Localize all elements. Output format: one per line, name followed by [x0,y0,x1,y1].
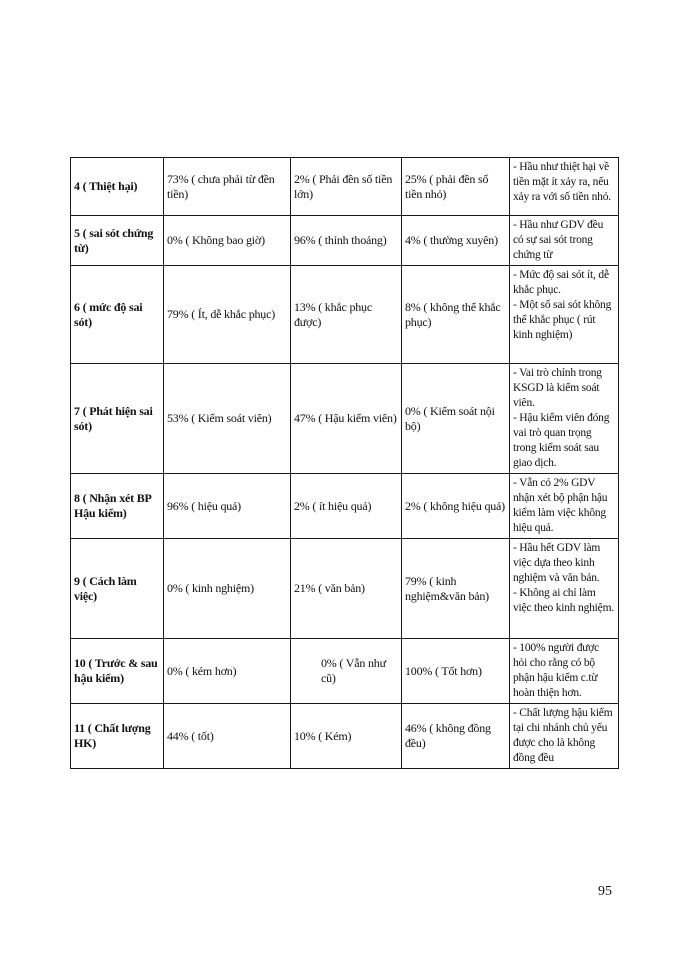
note-text: - Mức độ sai sót ít, dễ khắc phục. [513,269,609,296]
notes-cell [510,539,619,639]
option-b-cell: 47% ( Hậu kiểm viên) [291,364,402,474]
option-b-cell: 2% ( ít hiệu quả) [291,474,402,539]
table-row [71,266,619,364]
table-row [71,639,619,704]
survey-results-table [70,157,619,769]
option-a-cell: 73% ( chưa phải từ đền tiền) [164,158,291,216]
notes-cell [510,216,619,266]
option-b-cell: 0% ( Vẫn như cũ) [291,639,402,704]
notes-cell [510,639,619,704]
note-text: - Chất lượng hậu kiểm tại chi nhánh chủ yếu được cho là không đồng đều [513,707,613,764]
note-text: - Hầu như GDV đều có sự sai sót trong chứng từ [513,219,604,261]
option-c-cell: 25% ( phải đền số tiền nhỏ) [402,158,510,216]
table-row [71,364,619,474]
option-c-cell: 46% ( không đồng đều) [402,704,510,769]
note-text: - Hầu hết GDV làm việc dựa theo kinh nghiệm và văn bản. [513,542,601,584]
criterion-cell: 6 ( mức độ sai sót) [71,266,164,364]
note-text: - Hậu kiểm viên đóng vai trò quan trọng trong kiểm soát sau giao dịch. [513,412,610,469]
table-row [71,216,619,266]
table-row [71,704,619,769]
option-c-cell: 79% ( kinh nghiệm&văn bản) [402,539,510,639]
option-b-cell: 10% ( Kém) [291,704,402,769]
option-c-cell: 4% ( thường xuyên) [402,216,510,266]
criterion-cell: 10 ( Trước & sau hậu kiểm) [71,639,164,704]
option-b-cell: 13% ( khắc phục được) [291,266,402,364]
criterion-cell: 4 ( Thiệt hại) [71,158,164,216]
notes-cell [510,704,619,769]
option-a-cell: 53% ( Kiểm soát viên) [164,364,291,474]
option-a-cell: 0% ( kém hơn) [164,639,291,704]
option-a-cell: 79% ( Ít, dễ khắc phục) [164,266,291,364]
notes-cell [510,158,619,216]
table-row [71,539,619,639]
option-a-cell: 44% ( tốt) [164,704,291,769]
option-c-cell: 8% ( không thể khắc phục) [402,266,510,364]
option-c-cell: 2% ( không hiệu quả) [402,474,510,539]
note-text: - Hầu như thiệt hại về tiền mặt ít xảy ra, nếu xảy ra với số tiền nhỏ. [513,161,611,203]
criterion-cell: 8 ( Nhận xét BP Hậu kiểm) [71,474,164,539]
option-a-cell: 0% ( Không bao giờ) [164,216,291,266]
criterion-cell: 11 ( Chất lượng HK) [71,704,164,769]
option-b-cell: 21% ( văn bản) [291,539,402,639]
option-b-cell: 2% ( Phải đền số tiền lớn) [291,158,402,216]
option-b-cell: 96% ( thỉnh thoảng) [291,216,402,266]
option-a-cell: 0% ( kinh nghiệm) [164,539,291,639]
notes-cell [510,364,619,474]
criterion-cell: 7 ( Phát hiện sai sót) [71,364,164,474]
option-c-cell: 0% ( Kiểm soát nội bộ) [402,364,510,474]
page-number: 95 [598,884,612,899]
note-text: - Không ai chỉ làm việc theo kinh nghiệm. [513,587,614,614]
notes-cell [510,266,619,364]
criterion-cell: 9 ( Cách làm việc) [71,539,164,639]
note-text: - Vẫn có 2% GDV nhận xét bộ phận hậu kiểm làm việc không hiệu quả. [513,477,608,534]
table-row [71,474,619,539]
note-text: - Vai trò chính trong KSGD là kiểm soát viên. [513,367,602,409]
option-a-cell: 96% ( hiệu quả) [164,474,291,539]
notes-cell [510,474,619,539]
note-text: - 100% người được hỏi cho rằng có bộ phận hậu kiểm c.từ hoàn thiện hơn. [513,642,600,699]
option-c-cell: 100% ( Tốt hơn) [402,639,510,704]
note-text: - Một số sai sót không thể khắc phục ( rút kinh nghiệm) [513,299,612,341]
table-row [71,158,619,216]
criterion-cell: 5 ( sai sót chứng từ) [71,216,164,266]
